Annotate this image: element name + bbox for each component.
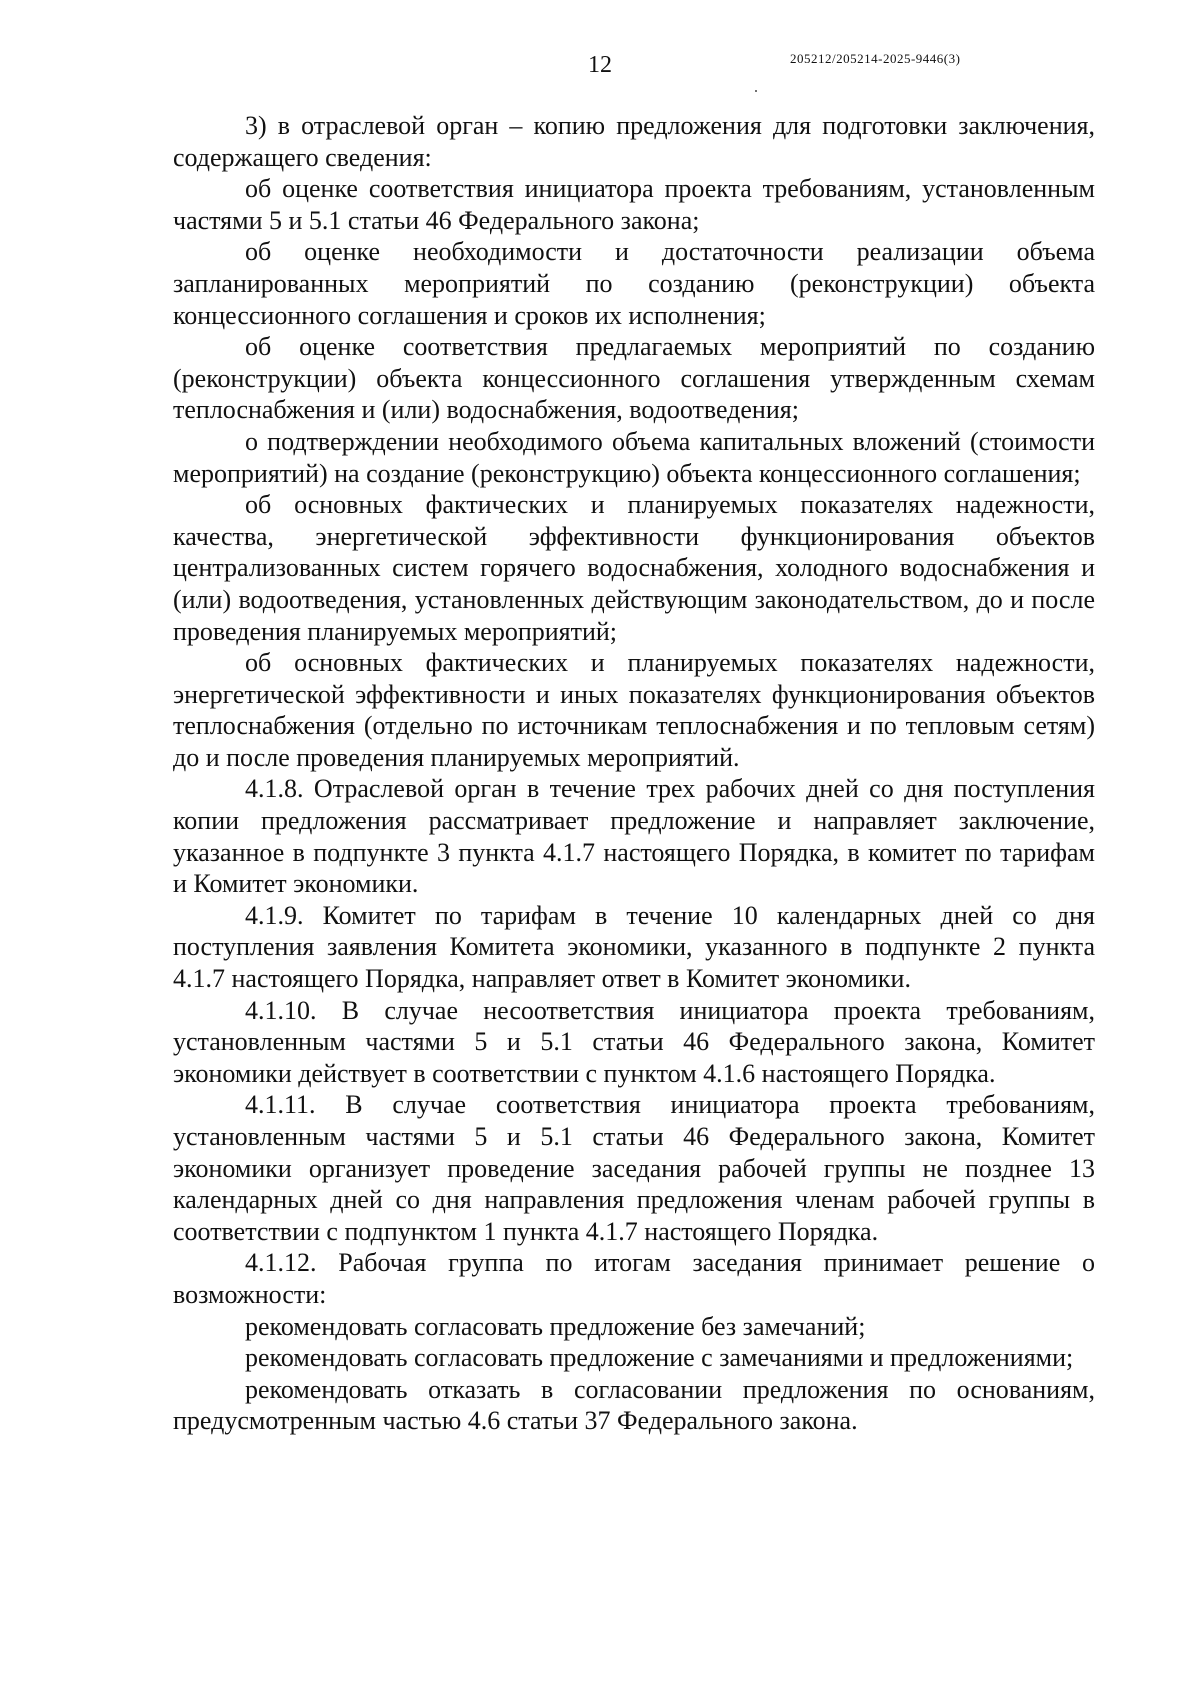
paragraph-4-1-10: 4.1.10. В случае несоответствия инициатора проекта требованиям, установленным частями 5 и 5.1 статьи 46 Федерального закона, Комитет экономики действует в соответствии с пунктом 4.1.6 настоящего Порядка. [173, 995, 1095, 1088]
page-number: 12 [588, 52, 612, 78]
paragraph-compliance-assessment: об оценке соответствия инициатора проекта требованиям, установленным частями 5 и 5.1 статьи 46 Федерального закона; [173, 174, 1095, 235]
paragraph-option-refuse: рекомендовать отказать в согласовании предложения по основаниям, предусмотренным частью 4.6 статьи 37 Федерального закона. [173, 1374, 1095, 1436]
document-body [173, 110, 1095, 1437]
paragraph-4-1-8: 4.1.8. Отраслевой орган в течение трех рабочих дней со дня поступления копии предложения рассматривает предложение и направляет заключение, указанное в подпункте 3 пункта 4.1.7 настоящего Порядка, в комитет по тарифам и Комитет экономики. [173, 774, 1095, 899]
paragraph-4-1-12: 4.1.12. Рабочая группа по итогам заседания принимает решение о возможности: [173, 1248, 1095, 1309]
paragraph-capital-investment: о подтверждении необходимого объема капитальных вложений (стоимости мероприятий) на создание (реконструкцию) объекта концессионного соглашения; [173, 426, 1095, 488]
paragraph-water-indicators: об основных фактических и планируемых показателях надежности, качества, энергетической эффективности функционирования объектов централизованных систем горячего водоснабжения, холодного водоснабжения и (или) водоотведения, установленных действующим законодательством, до и после проведения планируемых мероприятий; [173, 490, 1095, 646]
paragraph-4-1-11: 4.1.11. В случае соответствия инициатора проекта требованиям, установленным частями 5 и 5.1 статьи 46 Федерального закона, Комитет экономики организует проведение заседания рабочей группы не позднее 13 календарных дней со дня направления предложения членам рабочей группы в соответствии с подпунктом 1 пункта 4.1.7 настоящего Порядка. [173, 1090, 1095, 1246]
paragraph-option-with-remarks: рекомендовать согласовать предложение с замечаниями и предложениями; [245, 1343, 1074, 1373]
paragraph-4-1-9: 4.1.9. Комитет по тарифам в течение 10 календарных дней со дня поступления заявления Комитета экономики, указанного в подпункте 2 пункта 4.1.7 настоящего Порядка, направляет ответ в Комитет экономики. [173, 900, 1095, 994]
document-code: 205212/205214-2025-9446(3) [790, 51, 961, 66]
paragraph-measures-sufficiency: об оценке необходимости и достаточности реализации объема запланированных мероприятий по созданию (реконструкции) объекта концессионного соглашения и сроков их исполнения; [173, 237, 1095, 330]
paragraph-heat-indicators: об основных фактических и планируемых показателях надежности, энергетической эффективности и иных показателях функционирования объектов теплоснабжения (отдельно по источникам теплоснабжения и по тепловым сетям) до и после проведения планируемых мероприятий. [173, 648, 1095, 772]
scan-artifact [755, 90, 757, 92]
paragraph-item-3: 3) в отраслевой орган – копию предложения для подготовки заключения, содержащего сведения: [173, 111, 1095, 172]
paragraph-option-no-remarks: рекомендовать согласовать предложение без замечаний; [245, 1311, 866, 1341]
paragraph-schemes-compliance: об оценке соответствия предлагаемых мероприятий по созданию (реконструкции) объекта концессионного соглашения утвержденным схемам теплоснабжения и (или) водоснабжения, водоотведения; [173, 332, 1095, 425]
